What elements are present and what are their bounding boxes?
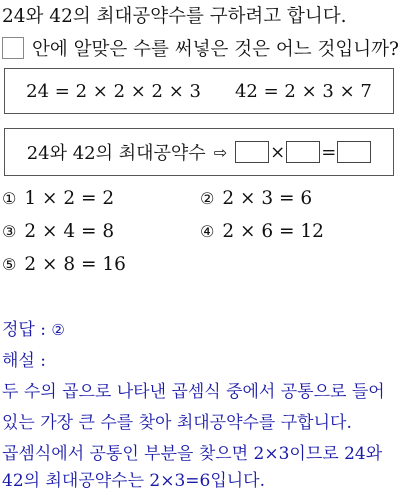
explanation-label: 해설 : — [2, 351, 46, 371]
option-2-text: 2 × 3 = 6 — [222, 188, 313, 209]
option-2-number: ② — [200, 189, 215, 208]
option-1-text: 1 × 2 = 2 — [24, 188, 115, 209]
answer-label: 정답 : — [2, 320, 52, 340]
answer-line — [2, 315, 65, 340]
option-4[interactable] — [200, 221, 324, 242]
explanation-line-3: 곱셈식에서 공통인 부분을 찾으면 2×3이므로 24와 — [2, 444, 383, 464]
blank-slot-2 — [286, 141, 320, 163]
option-4-text: 2 × 6 = 12 — [222, 221, 324, 242]
question-line-2 — [2, 35, 399, 61]
factorization-box — [4, 68, 394, 114]
option-1[interactable] — [2, 188, 114, 209]
option-1-number: ① — [2, 189, 17, 208]
factorization-24: 24 = 2 × 2 × 2 × 3 — [26, 80, 201, 102]
answer-value: ② — [51, 321, 65, 339]
arrow-icon: ⇨ — [213, 142, 228, 162]
blank-slot-1 — [235, 141, 269, 163]
option-5-text: 2 × 8 = 16 — [24, 254, 126, 275]
question-line-1: 24와 42의 최대공약수를 구하려고 합니다. — [2, 6, 347, 27]
explanation-line-4: 42의 최대공약수는 2×3=6입니다. — [2, 471, 265, 491]
explanation-line-2: 있는 가장 큰 수를 찾아 최대공약수를 구합니다. — [2, 413, 352, 433]
option-2[interactable] — [200, 188, 312, 209]
option-5-number: ⑤ — [2, 255, 17, 274]
blank-slot-3 — [337, 141, 371, 163]
option-3-number: ③ — [2, 222, 17, 241]
option-3-text: 2 × 4 = 8 — [24, 221, 115, 242]
factorization-42: 42 = 2 × 3 × 7 — [234, 80, 372, 102]
equals-sign: = — [321, 141, 337, 163]
option-3[interactable] — [2, 221, 114, 242]
explanation-line-1: 두 수의 곱으로 나타낸 곱셈식 중에서 공통으로 들어 — [2, 382, 385, 402]
option-5[interactable] — [2, 254, 126, 275]
gcd-box — [4, 128, 394, 176]
option-4-number: ④ — [200, 222, 215, 241]
gcd-label: 24와 42의 최대공약수 — [26, 143, 206, 164]
question-line-2-text: 안에 알맞은 수를 써넣은 것은 어느 것입니까? — [32, 39, 399, 60]
blank-box-icon — [2, 37, 24, 59]
times-sign: × — [270, 141, 286, 163]
